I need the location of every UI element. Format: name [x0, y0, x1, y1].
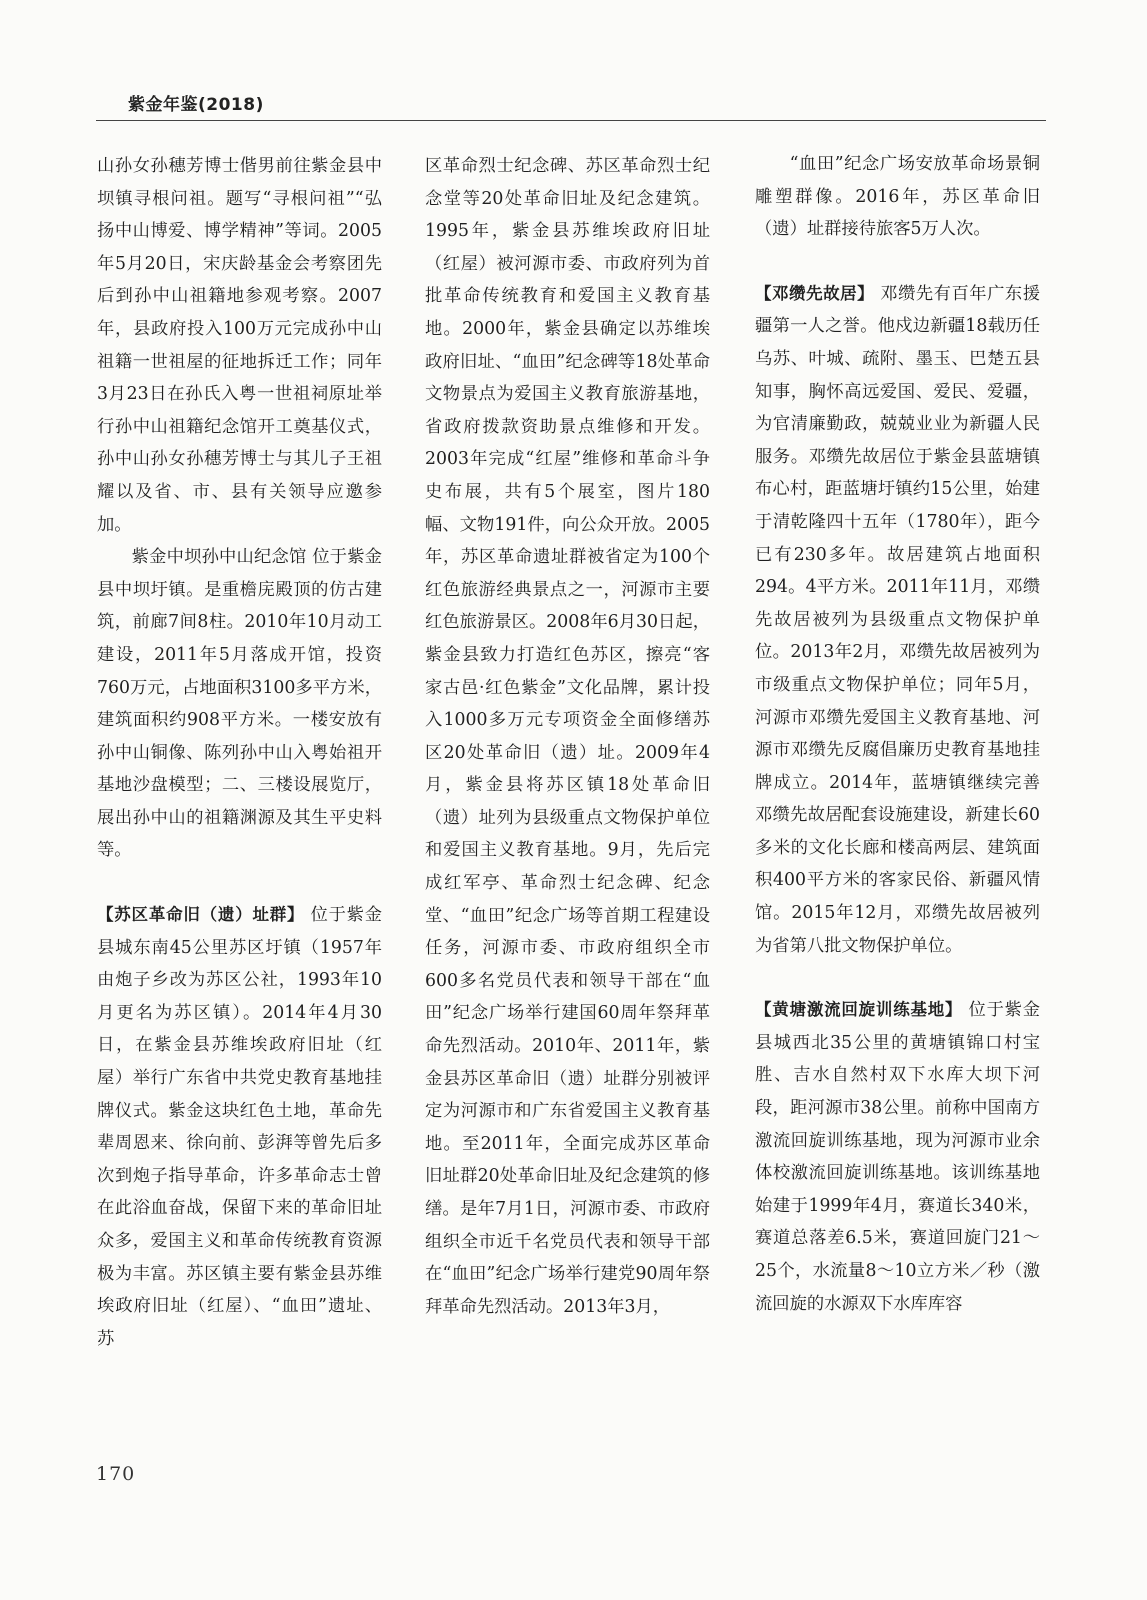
running-head-title: 紫金年鉴(2018): [128, 95, 264, 115]
text-column-3: [755, 148, 1040, 1320]
paragraph: “血田”纪念广场安放革命场景铜雕塑群像。2016年，苏区革命旧（遗）址群接待旅客5万人次。: [755, 154, 1040, 240]
entry-body: 邓缵先有百年广东援疆第一人之誉。他戍边新疆18载历任乌苏、叶城、疏附、墨玉、巴楚五县知事，胸怀高远爱国、爱民、爱疆，为官清廉勤政，兢兢业业为新疆人民服务。邓缵先故居位于紫金县蓝塘镇布心村，距蓝塘圩镇约15公里，始建于清乾隆四十五年（1780年），距今已有230多年。故居建筑占地面积294。4平方米。2011年11月，邓缵先故居被列为县级重点文物保护单位。2013年2月，邓缵先故居被列为市级重点文物保护单位；同年5月，河源市邓缵先爱国主义教育基地、河源市邓缵先反腐倡廉历史教育基地挂牌成立。2014年，蓝塘镇继续完善邓缵先故居配套设施建设，新建长60多米的文化长廊和楼高两层、建筑面积400平方米的客家民俗、新疆风情馆。2015年12月，邓缵先故居被列为省第八批文物保护单位。: [755, 283, 1041, 956]
entry-body: 位于紫金县城西北35公里的黄塘镇锦口村宝胜、吉水自然村双下水库大坝下河段，距河源市38公里。前称中国南方激流回旋训练基地，现为河源市业余体校激流回旋训练基地。该训练基地始建于1999年4月，赛道长340米，赛道总落差6.5米，赛道回旋门21～25个，水流量8～10立方米／秒（激流回旋的水源双下水库库容: [755, 1000, 1040, 1314]
header-rule: [96, 120, 1046, 121]
entry-title: 【邓缵先故居】: [755, 283, 875, 303]
paragraph: 紫金中坝孙中山纪念馆 位于紫金县中坝圩镇。是重檐庑殿顶的仿古建筑，前廊7间8柱。2010年10月动工建设，2011年5月落成开馆，投资760万元，占地面积3100多平方米，建筑面积约908平方米。一楼安放有孙中山铜像、陈列孙中山入粤始祖开基地沙盘模型；二、三楼设展览厅，展出孙中山的祖籍渊源及其生平史料等。: [97, 547, 382, 861]
entry-title: 【黄塘激流回旋训练基地】: [755, 1000, 963, 1020]
text-column-1: [97, 150, 382, 1355]
text-column-2: [425, 150, 710, 1323]
entry-paragraph: [97, 899, 382, 1355]
entry-title: 【苏区革命旧（遗）址群】: [97, 905, 305, 925]
page-number: 170: [96, 1463, 136, 1485]
paragraph: 区革命烈士纪念碑、苏区革命烈士纪念堂等20处革命旧址及纪念建筑。1995年，紫金县苏维埃政府旧址（红屋）被河源市委、市政府列为首批革命传统教育和爱国主义教育基地。2000年，紫金县确定以苏维埃政府旧址、“血田”纪念碑等18处革命文物景点为爱国主义教育旅游基地，省政府拨款资助景点维修和开发。2003年完成“红屋”维修和革命斗争史布展，共有5个展室，图片180幅、文物191件，向公众开放。2005年，苏区革命遗址群被省定为100个红色旅游经典景点之一，河源市主要红色旅游景区。2008年6月30日起，紫金县致力打造红色苏区，擦亮“客家古邑·红色紫金”文化品牌，累计投入1000多万元专项资金全面修缮苏区20处革命旧（遗）址。2009年4月，紫金县将苏区镇18处革命旧（遗）址列为县级重点文物保护单位和爱国主义教育基地。9月，先后完成红军亭、革命烈士纪念碑、纪念堂、“血田”纪念广场等首期工程建设任务，河源市委、市政府组织全市600多名党员代表和领导干部在“血田”纪念广场举行建国60周年祭拜革命先烈活动。2010年、2011年，紫金县苏区革命旧（遗）址群分别被评定为河源市和广东省爱国主义教育基地。至2011年，全面完成苏区革命旧址群20处革命旧址及纪念建筑的修缮。是年7月1日，河源市委、市政府组织全市近千名党员代表和领导干部在“血田”纪念广场举行建党90周年祭拜革命先烈活动。2013年3月，: [425, 156, 710, 1317]
entry-paragraph: [755, 278, 1040, 962]
entry-body: 位于紫金县城东南45公里苏区圩镇（1957年由炮子乡改为苏区公社，1993年10月更名为苏区镇）。2014年4月30日，在紫金县苏维埃政府旧址（红屋）举行广东省中共党史教育基地挂牌仪式。紫金这块红色土地，革命先辈周恩来、徐向前、彭湃等曾先后多次到炮子指导革命，许多革命志士曾在此浴血奋战，保留下来的革命旧址众多，爱国主义和革命传统教育资源极为丰富。苏区镇主要有紫金县苏维埃政府旧址（红屋）、“血田”遗址、苏: [97, 905, 382, 1349]
entry-paragraph: [755, 994, 1040, 1320]
paragraph: 山孙女孙穗芳博士偕男前往紫金县中坝镇寻根问祖。题写“寻根问祖”“弘扬中山博爱、博学精神”等词。2005年5月20日，宋庆龄基金会考察团先后到孙中山祖籍地参观考察。2007年，县政府投入100万元完成孙中山祖籍一世祖屋的征地拆迁工作；同年3月23日在孙氏入粤一世祖祠原址举行孙中山祖籍纪念馆开工奠基仪式，孙中山孙女孙穗芳博士与其儿子王祖耀以及省、市、县有关领导应邀参加。: [97, 156, 382, 535]
